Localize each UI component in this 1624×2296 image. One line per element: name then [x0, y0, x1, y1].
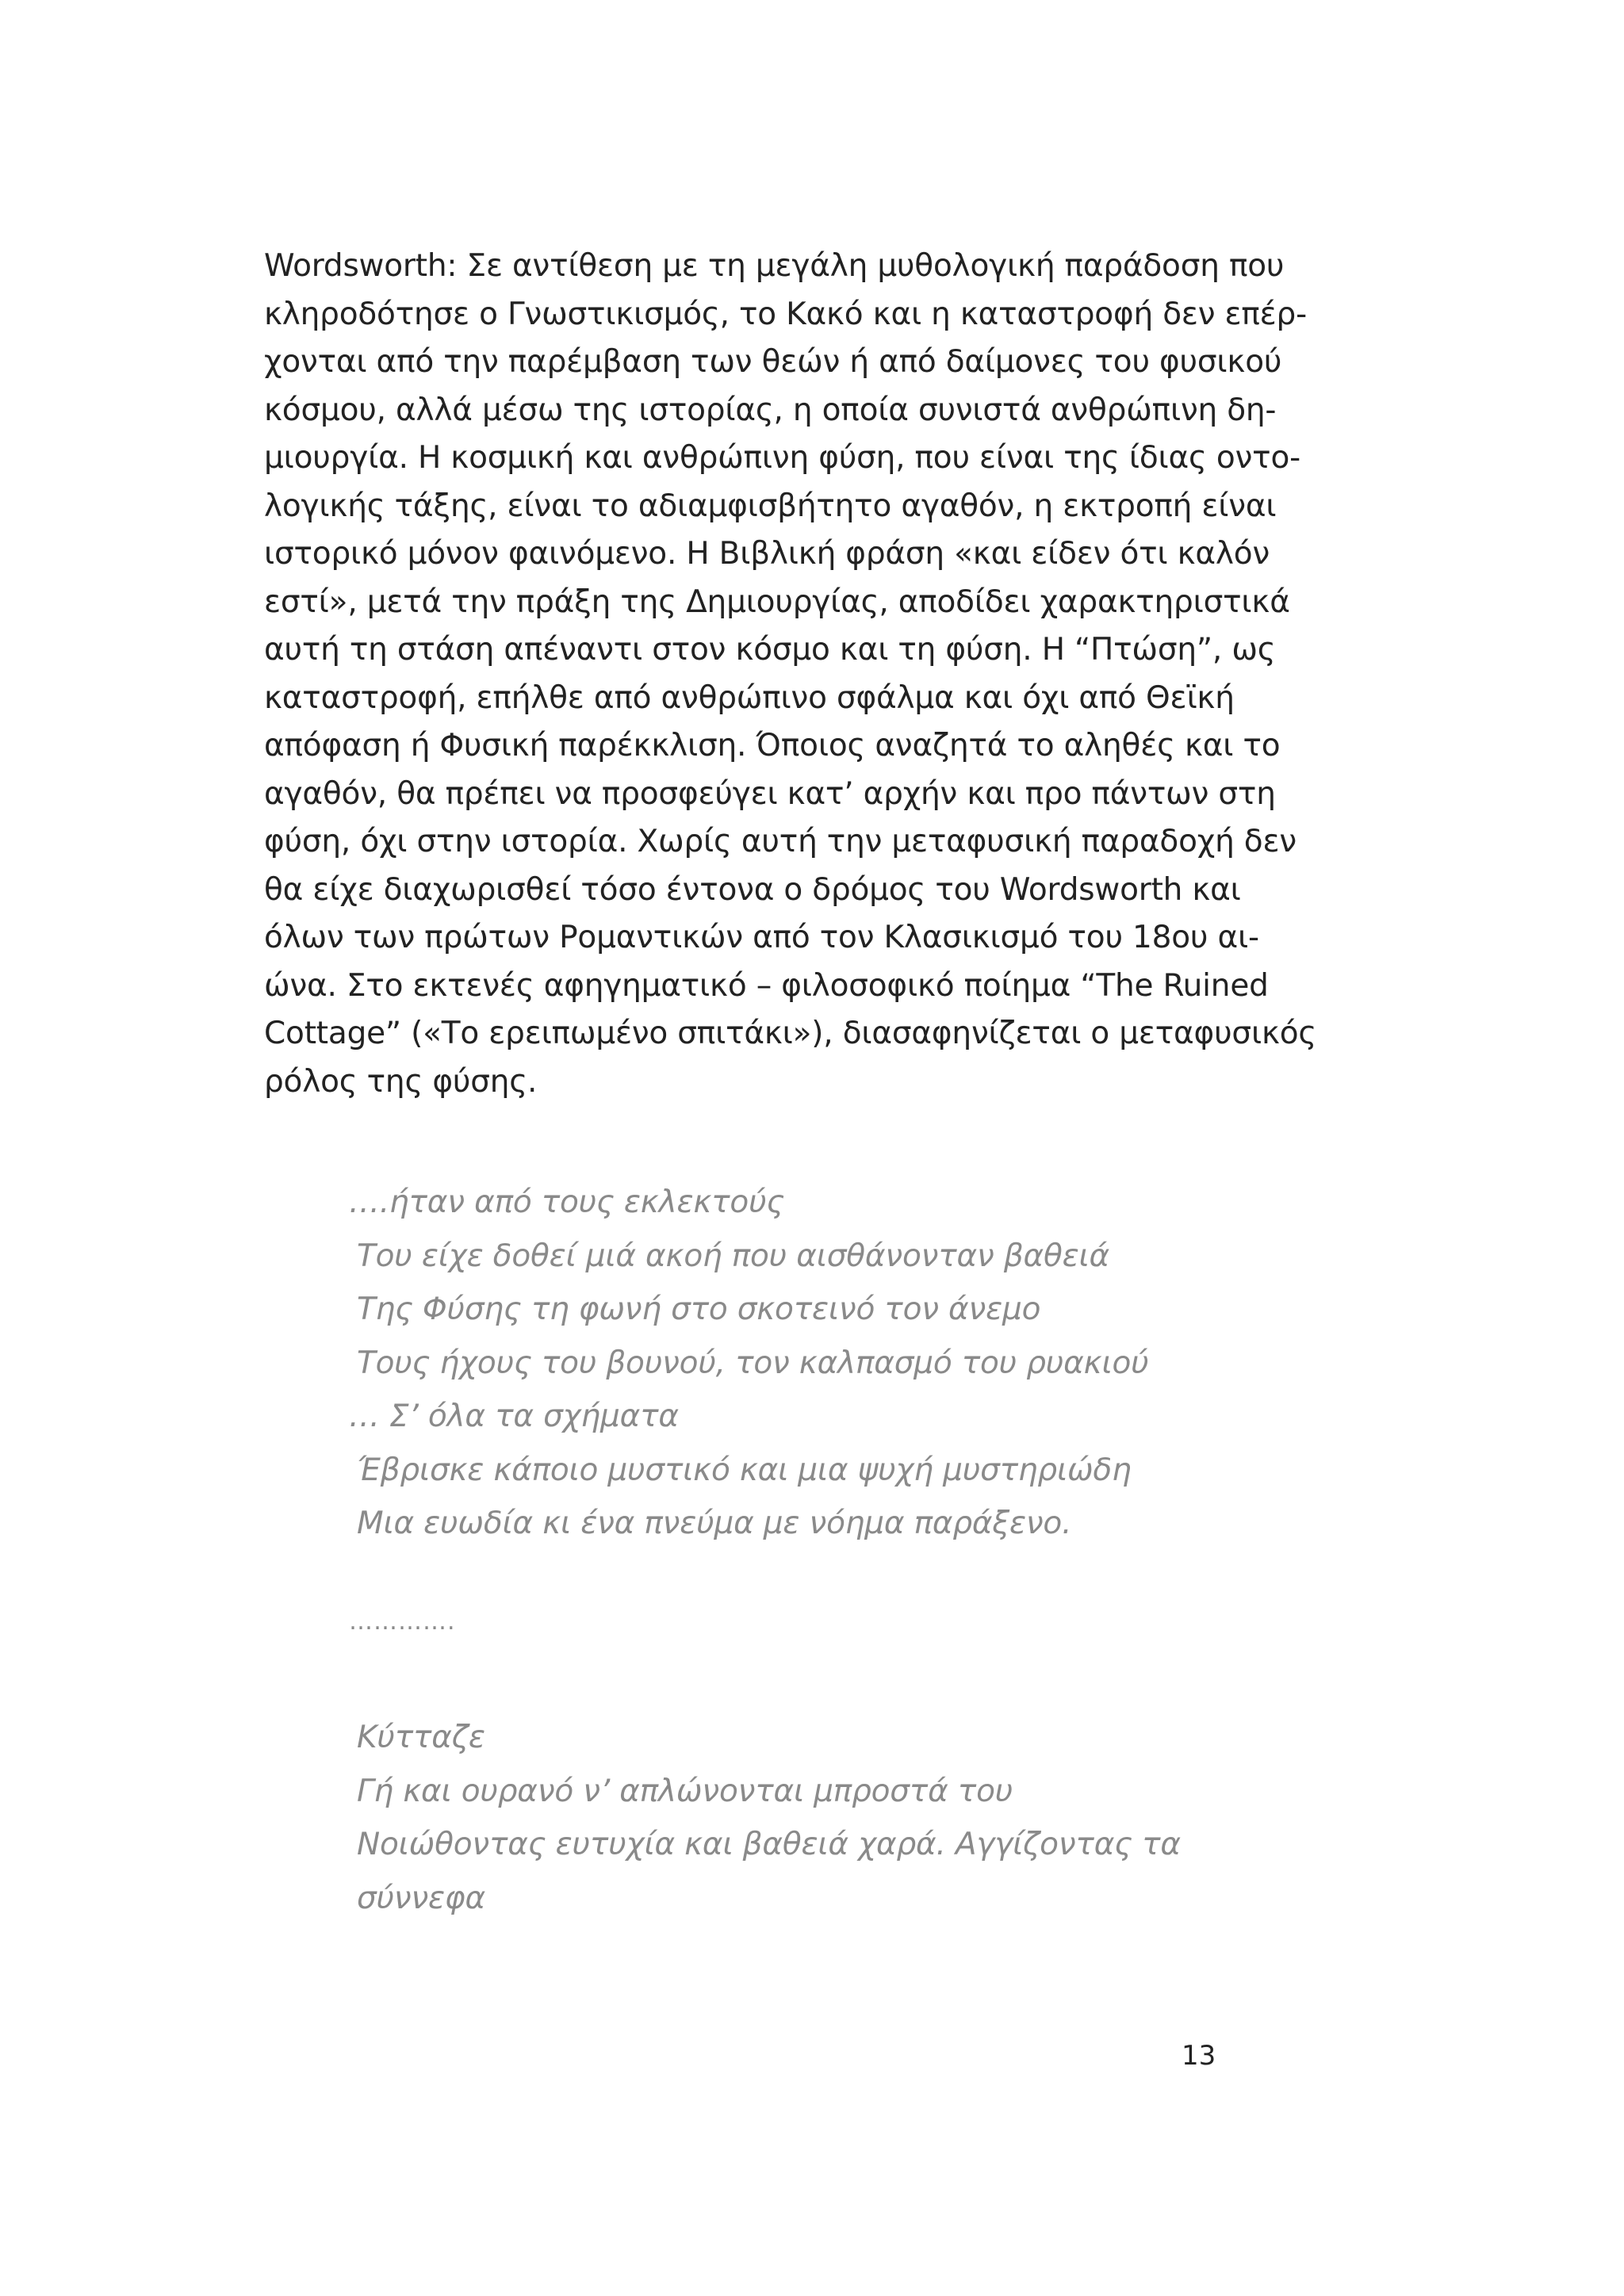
poem-line: Κύτταζε	[357, 1720, 485, 1755]
body-line: φύση, όχι στην ιστορία. Χωρίς αυτή την μεταφυσική παραδοχή δεν	[264, 824, 1297, 859]
body-line: ιστορικό μόνον φαινόμενο. Η Βιβλική φράση «και είδεν ότι καλόν	[264, 536, 1270, 572]
poem-excerpt-1	[349, 1176, 1149, 1551]
poem-line: Του είχε δοθεί μιά ακοή που αισθάνονταν βαθειά	[357, 1238, 1110, 1274]
body-line: ώνα. Στο εκτενές αφηγηματικό – φιλοσοφικό ποίημα “The Ruined	[264, 967, 1269, 1004]
poem-line: Της Φύσης τη φωνή στο σκοτεινό τον άνεμο	[357, 1292, 1041, 1327]
body-line: κληροδότησε ο Γνωστικισμός, το Κακό και η καταστροφή δεν επέρ-	[264, 296, 1307, 332]
page-number: 13	[1182, 2040, 1216, 2072]
poem-line: σύννεφα	[357, 1880, 485, 1916]
body-line: αυτή τη στάση απέναντι στον κόσμο και τη φύση. Η “Πτώση”, ως	[264, 632, 1276, 668]
body-paragraph	[264, 243, 1317, 1106]
poem-excerpt-2	[349, 1711, 1181, 1925]
poem-line: Μια ευωδία κι ένα πνεύμα με νόημα παράξενο.	[357, 1506, 1072, 1541]
body-line: κόσμου, αλλά μέσω της ιστορίας, η οποία συνιστά ανθρώπινη δη-	[264, 392, 1277, 428]
poem-line: Γή και ουρανό ν’ απλώνονται μπροστά του	[357, 1773, 1013, 1809]
body-line: Cottage” («Το ερειπωμένο σπιτάκι»), διασαφηνίζεται ο μεταφυσικός	[264, 1016, 1317, 1051]
poem-line: ….ήταν από τους εκλεκτούς	[349, 1184, 785, 1220]
body-line: λογικής τάξης, είναι το αδιαμφισβήτητο αγαθόν, η εκτροπή είναι	[264, 488, 1277, 524]
body-line: αγαθόν, θα πρέπει να προσφεύγει κατ’ αρχήν και προ πάντων στη	[264, 775, 1276, 812]
body-line: μιουργία. Η κοσμική και ανθρώπινη φύση, που είναι της ίδιας οντο-	[264, 440, 1300, 476]
body-line: καταστροφή, επήλθε από ανθρώπινο σφάλμα και όχι από Θεϊκή	[264, 679, 1235, 716]
poem-line: Τους ήχους του βουνού, τον καλπασμό του ρυακιού	[357, 1345, 1149, 1381]
body-line: απόφαση ή Φυσική παρέκκλιση. Όποιος αναζητά το αληθές και το	[264, 728, 1281, 763]
body-line: θα είχε διαχωρισθεί τόσο έντονα ο δρόμος του Wordsworth και	[264, 871, 1241, 908]
body-line: χονται από την παρέμβαση των θεών ή από δαίμονες του φυσικού	[264, 344, 1282, 380]
body-line: Wordsworth: Σε αντίθεση με τη μεγάλη μυθολογική παράδοση που	[264, 248, 1285, 284]
poem-line: Έβρισκε κάποιο μυστικό και μια ψυχή μυστηριώδη	[357, 1452, 1132, 1488]
body-line: ρόλος της φύσης.	[264, 1063, 538, 1100]
poem-line: Νοιώθοντας ευτυχία και βαθειά χαρά. Αγγίζοντας τα	[357, 1827, 1181, 1862]
ellipsis-separator: ………….	[349, 1608, 456, 1636]
body-line: εστί», μετά την πράξη της Δημιουργίας, αποδίδει χαρακτηριστικά	[264, 584, 1290, 620]
body-line: όλων των πρώτων Ρομαντικών από τον Κλασικισμό του 18ου αι-	[264, 920, 1259, 955]
poem-line: … Σ’ όλα τα σχήματα	[349, 1399, 679, 1434]
